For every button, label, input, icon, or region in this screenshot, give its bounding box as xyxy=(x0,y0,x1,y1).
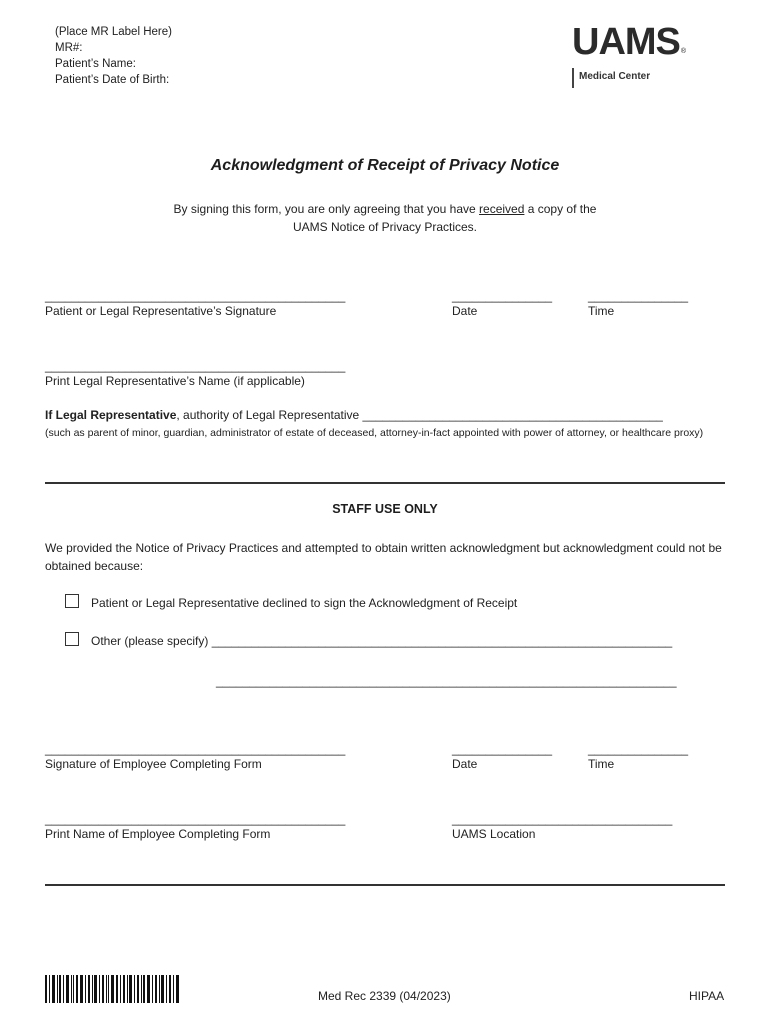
patient-time-line[interactable]: _______________ xyxy=(588,289,689,303)
authority-text: , authority of Legal Representative xyxy=(176,408,363,422)
authority-bold: If Legal Representative xyxy=(45,408,177,422)
uams-logo xyxy=(572,22,722,92)
footer-divider xyxy=(45,884,725,886)
logo-registered-mark: ® xyxy=(680,48,687,55)
logo-wordmark: UAMS xyxy=(572,21,680,63)
employee-print-line[interactable]: _____________________________________________ xyxy=(45,812,346,826)
declined-label: Patient or Legal Representative declined to sign the Acknowledgment of Receipt xyxy=(91,596,518,610)
patient-time-label: Time xyxy=(588,304,615,318)
employee-time-label: Time xyxy=(588,757,615,771)
mr-number-label: MR#: xyxy=(55,42,83,54)
section-divider xyxy=(45,482,725,484)
other-label: Other (please specify) xyxy=(91,634,212,648)
employee-time-line[interactable]: _______________ xyxy=(588,742,689,756)
uams-location-line[interactable]: _________________________________ xyxy=(452,812,673,826)
intro-before: By signing this form, you are only agreeing that you have xyxy=(173,202,480,216)
employee-date-label: Date xyxy=(452,757,478,771)
authority-note: (such as parent of minor, guardian, administrator of estate of deceased, attorney-in-fact appointed with power of attorney, or healthcare proxy) xyxy=(45,427,704,439)
uams-location-label: UAMS Location xyxy=(452,827,536,841)
employee-signature-line[interactable]: _____________________________________________ xyxy=(45,742,346,756)
employee-date-line[interactable]: _______________ xyxy=(452,742,553,756)
form-code: Med Rec 2339 (04/2023) xyxy=(318,989,451,1003)
staff-use-heading: STAFF USE ONLY xyxy=(332,502,438,516)
authority-row xyxy=(45,408,663,422)
patient-dob-label: Patient’s Date of Birth: xyxy=(55,74,170,86)
authority-line[interactable]: _____________________________________________ xyxy=(362,408,663,422)
form-title: Acknowledgment of Receipt of Privacy Notice xyxy=(210,157,560,174)
employee-print-label: Print Name of Employee Completing Form xyxy=(45,827,271,841)
barcode-image xyxy=(45,975,179,1003)
other-specify-line-2[interactable]: _____________________________________________________________________ xyxy=(216,674,677,688)
patient-signature-label: Patient or Legal Representative’s Signature xyxy=(45,304,277,318)
intro-after: a copy of the xyxy=(524,202,597,216)
other-row xyxy=(91,634,672,648)
mr-label-placeholder: (Place MR Label Here) xyxy=(55,26,172,38)
hipaa-label: HIPAA xyxy=(689,989,725,1003)
intro-underlined: received xyxy=(479,202,525,216)
patient-signature-line[interactable]: _____________________________________________ xyxy=(45,289,346,303)
intro-line2: UAMS Notice of Privacy Practices. xyxy=(292,220,478,234)
intro-text xyxy=(100,200,670,236)
print-name-label: Print Legal Representative’s Name (if applicable) xyxy=(45,374,305,388)
patient-name-label: Patient’s Name: xyxy=(55,58,136,70)
declined-checkbox[interactable] xyxy=(65,594,79,608)
mr-label-block xyxy=(55,24,172,88)
employee-signature-label: Signature of Employee Completing Form xyxy=(45,757,262,771)
patient-date-line[interactable]: _______________ xyxy=(452,289,553,303)
print-name-line[interactable]: _____________________________________________ xyxy=(45,359,346,373)
staff-provided-text: We provided the Notice of Privacy Practices and attempted to obtain written acknowledgment but acknowledgment could not be obtained because: xyxy=(45,541,722,573)
logo-divider xyxy=(572,68,574,88)
patient-date-label: Date xyxy=(452,304,478,318)
other-specify-line[interactable]: _____________________________________________________________________ xyxy=(211,634,673,648)
other-checkbox[interactable] xyxy=(65,632,79,646)
logo-subtitle: Medical Center xyxy=(579,71,651,82)
